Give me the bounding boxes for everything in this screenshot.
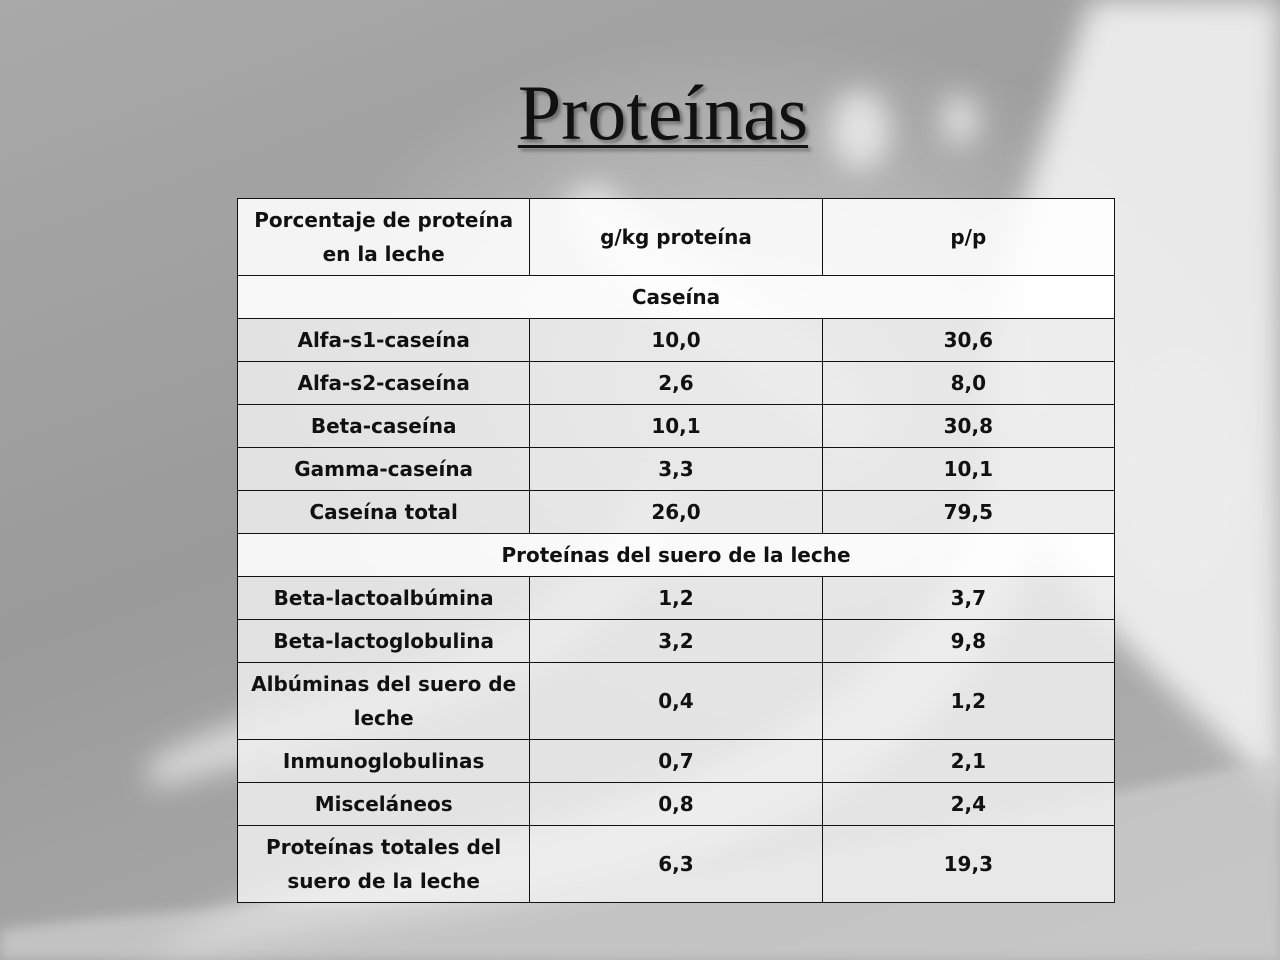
cell-pp: 2,4 (822, 783, 1114, 826)
column-header-gkg: g/kg proteína (530, 199, 822, 276)
slide-title: Proteínas (517, 69, 809, 156)
cell-gkg: 3,3 (530, 448, 822, 491)
table-row (238, 826, 1115, 903)
section-label: Caseína (238, 276, 1115, 319)
cell-name: Alfa-s1-caseína (238, 319, 530, 362)
table-row (238, 620, 1115, 663)
cell-pp: 19,3 (822, 826, 1114, 903)
cell-pp: 1,2 (822, 663, 1114, 740)
cell-name: Beta-caseína (238, 405, 530, 448)
table-row (238, 405, 1115, 448)
column-header-pp: p/p (822, 199, 1114, 276)
cell-gkg: 0,4 (530, 663, 822, 740)
section-row-caseina (238, 276, 1115, 319)
cell-name: Caseína total (238, 491, 530, 534)
section-label: Proteínas del suero de la leche (238, 534, 1115, 577)
cell-pp: 9,8 (822, 620, 1114, 663)
cell-pp: 3,7 (822, 577, 1114, 620)
cell-name: Alfa-s2-caseína (238, 362, 530, 405)
cell-name: Proteínas totales del suero de la leche (238, 826, 530, 903)
cell-pp: 8,0 (822, 362, 1114, 405)
cell-pp: 79,5 (822, 491, 1114, 534)
table-row (238, 783, 1115, 826)
cell-gkg: 10,1 (530, 405, 822, 448)
section-row-suero (238, 534, 1115, 577)
cell-gkg: 0,8 (530, 783, 822, 826)
cell-pp: 2,1 (822, 740, 1114, 783)
cell-name: Beta-lactoglobulina (238, 620, 530, 663)
cell-name: Albúminas del suero de leche (238, 663, 530, 740)
cell-name: Inmunoglobulinas (238, 740, 530, 783)
table-row (238, 362, 1115, 405)
column-header-protein: Porcentaje de proteína en la leche (238, 199, 530, 276)
cell-pp: 10,1 (822, 448, 1114, 491)
table-row (238, 740, 1115, 783)
cell-gkg: 2,6 (530, 362, 822, 405)
table-row (238, 577, 1115, 620)
table-row (238, 448, 1115, 491)
cell-gkg: 26,0 (530, 491, 822, 534)
cell-pp: 30,6 (822, 319, 1114, 362)
cell-name: Beta-lactoalbúmina (238, 577, 530, 620)
table-row (238, 319, 1115, 362)
cell-gkg: 6,3 (530, 826, 822, 903)
protein-table (237, 198, 1115, 903)
cell-pp: 30,8 (822, 405, 1114, 448)
cell-gkg: 1,2 (530, 577, 822, 620)
table-row (238, 491, 1115, 534)
table-row (238, 663, 1115, 740)
cell-name: Misceláneos (238, 783, 530, 826)
cell-name: Gamma-caseína (238, 448, 530, 491)
table-header-row (238, 199, 1115, 276)
cell-gkg: 3,2 (530, 620, 822, 663)
cell-gkg: 10,0 (530, 319, 822, 362)
cell-gkg: 0,7 (530, 740, 822, 783)
